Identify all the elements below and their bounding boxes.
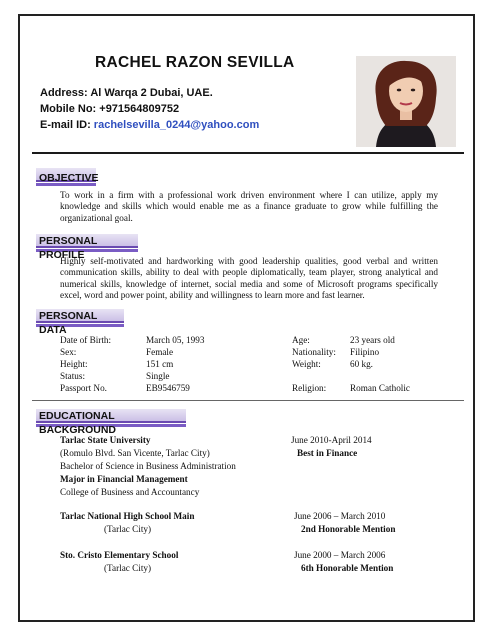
elementary-award: 6th Honorable Mention	[301, 563, 394, 573]
college-degree: Bachelor of Science in Business Administration	[60, 461, 236, 471]
high-school-address: (Tarlac City)	[104, 524, 152, 534]
profile-title: PERSONAL PROFILE	[39, 235, 98, 261]
college-name: Tarlac State University	[60, 435, 151, 445]
pd-label: Weight:	[292, 359, 321, 369]
high-school-dates: June 2006 – March 2010	[294, 511, 386, 521]
section-header-personal-data	[36, 309, 124, 336]
high-school-name: Tarlac National High School Main	[60, 511, 195, 521]
elementary-address: (Tarlac City)	[104, 563, 152, 573]
high-school-award: 2nd Honorable Mention	[301, 524, 396, 534]
college-department: College of Business and Accountancy	[60, 487, 200, 497]
pd-value: Roman Catholic	[350, 383, 410, 393]
college-dates: June 2010-April 2014	[291, 435, 372, 445]
pd-label: Nationality:	[292, 347, 336, 357]
pd-value: EB9546759	[146, 383, 190, 393]
portrait-image	[356, 56, 456, 147]
pd-value: Female	[146, 347, 174, 357]
profile-text: Highly self-motivated and hardworking with good leadership qualities, good verbal and written communication skills, ability to deal with people diplomatically, team player, strong analytical and numerical skills, knowledge of internet, social media and some of Microsoft programs specifically excel, word and power point, ability and willingness to learn more and fast learner.	[60, 256, 438, 301]
section-header-objective	[36, 168, 99, 184]
section-header-education	[36, 409, 186, 436]
personal-data-title: PERSONAL DATA	[39, 310, 98, 336]
pd-value: Filipino	[350, 347, 380, 357]
objective-text: To work in a firm with a professional work driven environment where I can utilize, apply my knowledge and skills which would enable me as a finance graduate to grow while fulfilling the organizational goal.	[60, 190, 438, 223]
email-line	[40, 119, 259, 131]
pd-value: 151 cm	[146, 359, 174, 369]
candidate-name: RACHEL RAZON SEVILLA	[95, 54, 295, 71]
mobile-line: Mobile No: +971564809752	[40, 103, 180, 115]
pd-label: Sex:	[60, 347, 77, 357]
objective-title: OBJECTIVE	[39, 172, 99, 184]
pd-value: 23 years old	[350, 335, 395, 345]
address-line: Address: Al Warqa 2 Dubai, UAE.	[40, 87, 213, 99]
education-title: EDUCATIONAL BACKGROUND	[39, 410, 116, 436]
header-divider	[32, 152, 464, 154]
pd-label: Age:	[292, 335, 310, 345]
pd-value: March 05, 1993	[146, 335, 205, 345]
pd-label: Height:	[60, 359, 88, 369]
email-link[interactable]: rachelsevilla_0244@yahoo.com	[93, 119, 260, 131]
pd-value: Single	[146, 371, 170, 381]
college-major: Major in Financial Management	[60, 474, 188, 484]
pd-value: 60 kg.	[350, 359, 373, 369]
college-award: Best in Finance	[297, 448, 358, 458]
elementary-name: Sto. Cristo Elementary School	[60, 550, 179, 560]
section-header-profile	[36, 234, 138, 261]
college-address: (Romulo Blvd. San Vicente, Tarlac City)	[60, 448, 210, 458]
pd-label: Status:	[60, 371, 86, 381]
pd-label: Religion:	[292, 383, 327, 393]
pd-label: Passport No.	[60, 383, 107, 393]
elementary-dates: June 2000 – March 2006	[294, 550, 386, 560]
section-divider	[32, 400, 464, 401]
email-label: E-mail ID:	[40, 119, 94, 131]
profile-photo	[356, 56, 456, 147]
pd-label: Date of Birth:	[60, 335, 112, 345]
